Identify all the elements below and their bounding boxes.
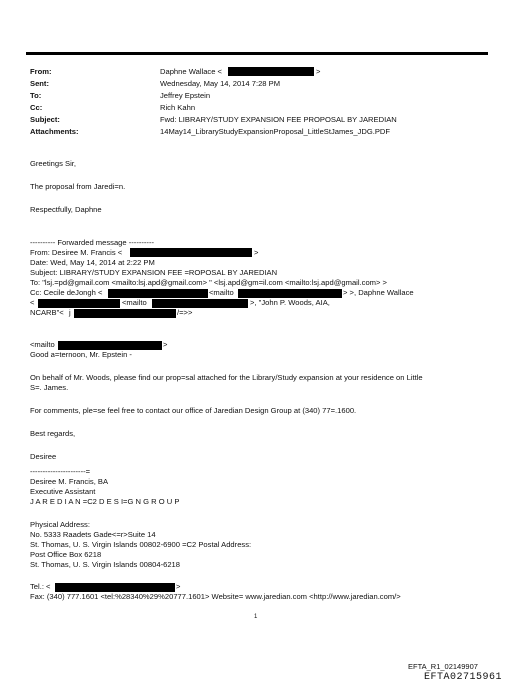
fwd-from-close: > [254, 248, 259, 257]
footer-id-1: EFTA_R1_02149907 [408, 662, 478, 671]
fwd-to: To: "lsj.=pd@gmail.com <mailto:lsj.apd@gmail.com> " <lsj.apd@gm=il.com <mailto:lsj.apd@gmail.com> > [30, 278, 387, 287]
redaction-bar [108, 289, 208, 298]
footer-id-2: EFTA02715961 [424, 672, 503, 683]
from-close: > [316, 67, 321, 76]
body-line: The proposal from Jaredi=n. [30, 182, 126, 191]
cc-value: Rich Kahn [160, 103, 196, 112]
address-line: St. Thomas, U. S. Virgin Islands 00804-6218 [30, 560, 180, 569]
fwd-line6-start: < [30, 298, 35, 307]
address-label: Physical Address: [30, 520, 90, 529]
fwd-from: From: Desiree M. Francis < [30, 248, 123, 257]
redaction-bar [228, 67, 314, 76]
redaction-bar [152, 299, 248, 308]
redaction-bar [58, 341, 162, 350]
redaction-bar [238, 289, 342, 298]
page-number: 1 [254, 614, 258, 620]
sent-value: Wednesday, May 14, 2014 7:28 PM [160, 79, 281, 88]
fwd-subject: Subject: LIBRARY/STUDY EXPANSION FEE =ROPOSAL BY JAREDIAN [30, 268, 278, 277]
paragraph-line: S=. James. [30, 383, 69, 392]
signoff: Respectfully, Daphne [30, 205, 102, 214]
fwd-cc-rest: > >, Daphne Wallace [343, 288, 414, 297]
fwd-line7-end: /=>> [177, 308, 193, 317]
header-rule [26, 52, 488, 55]
redaction-bar [130, 248, 252, 257]
fax-website-line: Fax: (340) 777.1601 <tel:%28340%29%20777.1601> Website= www.jaredian.com <http://www.jaredian.com/> [30, 592, 401, 601]
fwd-date: Date: Wed, May 14, 2014 at 2:22 PM [30, 258, 155, 267]
from-value: Daphne Wallace < [160, 67, 222, 76]
fwd-cc-mailto: <mailto [209, 288, 234, 297]
fwd-line6-rest: >, "John P. Woods, AIA, [250, 298, 330, 307]
greeting: Greetings Sir, [30, 159, 77, 168]
from-label: From: [30, 67, 52, 76]
fwd-line6-mailto: <mailto [122, 298, 147, 307]
tel-close: > [176, 582, 181, 591]
address-line: St. Thomas, U. S. Virgin Islands 00802-6900 =C2 Postal Address: [30, 540, 252, 549]
salutation: Good a=ternoon, Mr. Epstein - [30, 350, 132, 359]
redaction-bar [55, 583, 175, 592]
fwd-cc: Cc: Cecile deJongh < [30, 288, 103, 297]
forward-divider: ---------- Forwarded message ---------- [30, 238, 155, 247]
paragraph-line: For comments, ple=se feel free to contact our office of Jaredian Design Group at (340) 77=.1600. [30, 406, 357, 415]
sender-name: Desiree [30, 452, 57, 461]
mailto-close: > [163, 340, 168, 349]
fwd-line7-start: NCARB"< [30, 308, 64, 317]
to-value: Jeffrey Epstein [160, 91, 211, 100]
attachments-label: Attachments: [30, 127, 79, 136]
subject-value: Fwd: LIBRARY/STUDY EXPANSION FEE PROPOSAL BY JAREDIAN [160, 115, 397, 124]
paragraph-line: On behalf of Mr. Woods, please find our prop=sal attached for the Library/Study expansion at your residence on Little [30, 373, 423, 382]
address-line: No. 5333 Raadets Gade<=r>Suite 14 [30, 530, 156, 539]
signature-name: Desiree M. Francis, BA [30, 477, 109, 486]
fwd-line7-mid: j [69, 308, 71, 317]
signature-company: J A R E D I A N =C2 D E S I=G N G R O U P [30, 497, 180, 506]
cc-label: Cc: [30, 103, 43, 112]
redaction-bar [38, 299, 120, 308]
signature-title: Executive Assistant [30, 487, 96, 496]
to-label: To: [30, 91, 42, 100]
subject-label: Subject: [30, 115, 60, 124]
mailto-line: <mailto [30, 340, 55, 349]
closing: Best regards, [30, 429, 76, 438]
address-line: Post Office Box 6218 [30, 550, 102, 559]
redaction-bar [74, 309, 176, 318]
signature-divider: ----------------------= [30, 467, 91, 476]
tel-line: Tel.: < [30, 582, 51, 591]
sent-label: Sent: [30, 79, 49, 88]
attachment-link[interactable]: 14May14_LibraryStudyExpansionProposal_LittleStJames_JDG.PDF [160, 127, 391, 136]
